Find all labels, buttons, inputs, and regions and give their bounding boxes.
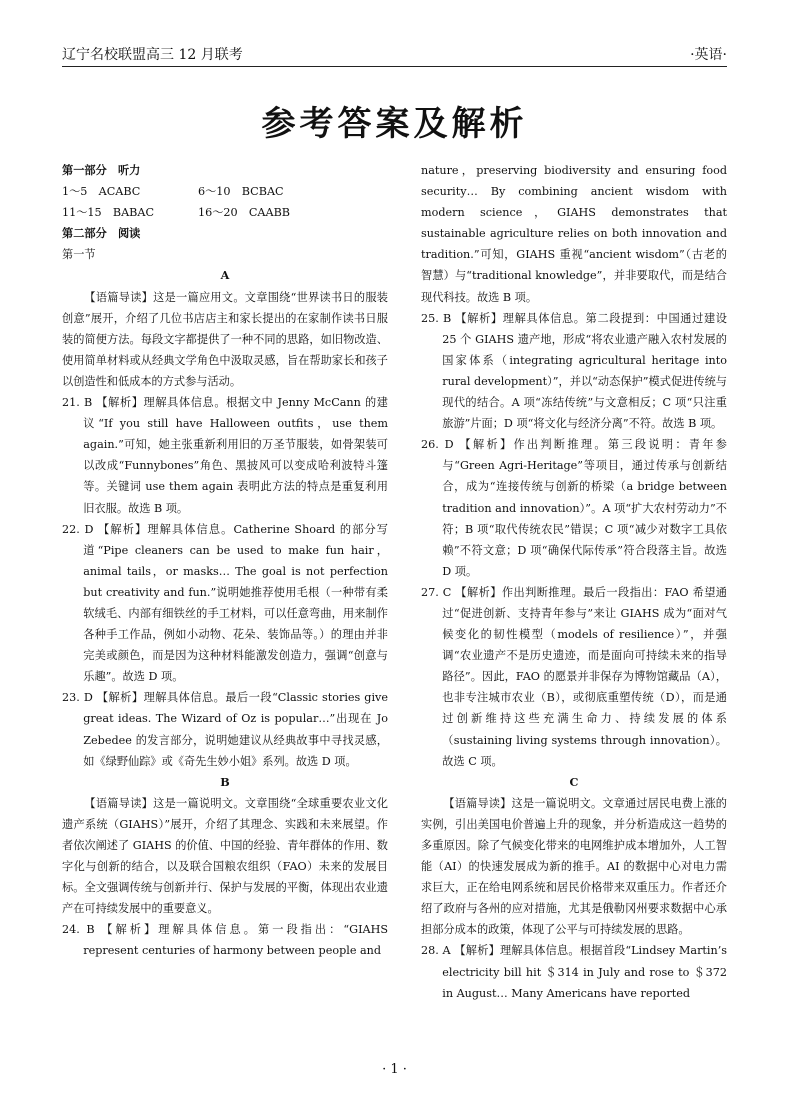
left-column	[62, 160, 388, 962]
question-explanation: 28. A 【解析】理解具体信息。根据首段“Lindsey Martin’s electricity bill hit ＄314 in July and rose to ＄372 in August… Many Americans have reported	[421, 944, 727, 1000]
page-number: · 1 ·	[382, 1062, 407, 1077]
section-heading: 第二部分 阅读	[62, 226, 141, 241]
continued-text: nature，preserving biodiversity and ensuring food security… By combining ancient wisdom with modern science，GIAHS demonstrates that sustainable agriculture relies on both innovation and tradition.”可知，GIAHS 重视“ancient wisdom”（古老的智慧）与“traditional knowledge”，并非要取代，而是结合现代科技。故选 B 项。	[421, 164, 727, 304]
passage-label: B	[220, 774, 230, 789]
subsection-heading: 第一节	[62, 248, 96, 262]
question-explanation: 27. C 【解析】作出判断推理。最后一段指出：FAO 希望通过“促进创新、支持青年参与”来让 GIAHS 成为“面对气候变化的韧性模型（models of resilience）”，并强调“农业遗产不是历史遗迹，而是面向可持续未来的指导路径”。因此，FAO 的愿景并非保存为博物馆藏品（A），也非专注城市农业（B），或彻底重塑传统（D），而是通过创新维持这些充满生命力、持续发展的体系（sustaining living systems through innovation）。故选 C 项。	[421, 585, 727, 768]
passage-guide: 【语篇导读】这是一篇应用文。文章围绕“世界读书日的服装创意”展开，介绍了几位书店店主和家长提出的在家制作读书日服装的简便方法。每段文字都提供了一种不同的思路，如旧物改造、使用简单材料或从经典文学角色中汲取灵感，旨在帮助家长和孩子以创造性和低成本的方式参与活动。	[62, 290, 388, 388]
answer-row	[62, 181, 388, 202]
passage-label: C	[569, 774, 579, 789]
question-explanation: 23. D 【解析】理解具体信息。最后一段“Classic stories give great ideas. The Wizard of Oz is popular…”出现在 Jo Zebedee 的发言部分，说明她建议从经典故事中寻找灵感，如《绿野仙踪》或《奇先生妙小姐》系列。故选 D 项。	[62, 691, 388, 768]
passage-guide: 【语篇导读】这是一篇说明文。文章通过居民电费上涨的实例，引出美国电价普遍上升的现象，并分析造成这一趋势的多重原因。除了气候变化带来的电网维护成本增加外，人工智能（AI）的快速发展成为新的推手。AI 的数据中心对电力需求巨大，正在给电网系统和居民价格带来双重压力。作者还介绍了政府与各州的应对措施，尤其是俄勒冈州要求数据中心承担部分成本的政策，体现了公平与可持续发展的思路。	[421, 796, 727, 937]
page-title: 参考答案及解析	[261, 104, 528, 144]
header-subject: ·英语·	[690, 47, 727, 63]
question-explanation: 26. D 【解析】作出判断推理。第三段说明：青年参与“Green Agri-Heritage”等项目，通过传承与创新结合，成为“连接传统与创新的桥梁（a bridge between tradition and innovation）”。A 项“扩大农村劳动力”不符；B 项“取代传统农民”错误；C 项“减少对数字工具依赖”不符文意；D 项“确保代际传承”符合段落主旨。故选 D 项。	[421, 438, 727, 578]
page-header	[62, 40, 727, 67]
answer-row	[62, 202, 388, 223]
question-explanation: 22. D 【解析】理解具体信息。Catherine Shoard 的部分写道“Pipe cleaners can be used to make fun hair，animal tails，or masks… The goal is not perfection but creativity and fun.”说明她推荐使用毛根（一种带有柔软绒毛、内部有细铁丝的手工材料，可以任意弯曲，用来制作各种手工作品，例如小动物、花朵、装饰品等。）的理由并非完美或颜色，而是因为这种材料能激发创造力，强调“创意与乐趣”。故选 D 项。	[62, 522, 388, 684]
question-explanation: 25. B 【解析】理解具体信息。第二段提到：中国通过建设 25 个 GIAHS 遗产地，形成“将农业遗产融入农村发展的国家体系（integrating agricultural heritage into rural development）”，并以“动态保护”模式促进传统与现代的结合。A 项“冻结传统”与文意相反；C 项“只注重旅游”片面；D 项“将文化与经济分离”不符。故选 B 项。	[421, 311, 727, 431]
section-heading: 第一部分 听力	[62, 163, 141, 177]
answer-group: 6～10 BCBAC	[198, 185, 284, 199]
header-exam-name: 辽宁名校联盟高三 12 月联考	[62, 47, 243, 63]
question-explanation: 24. B 【解析】理解具体信息。第一段指出：“GIAHS represent centuries of harmony between people and	[62, 923, 388, 958]
question-explanation: 21. B 【解析】理解具体信息。根据文中 Jenny McCann 的建议“If you still have Halloween outfits，use them again.”可知，她主张重新利用旧的万圣节服装，如骨架装可以改成“Funnybones”角色、黑披风可以变成哈利波特斗篷等。关键词 use them again 表明此方法的特点是重复利用旧衣服。故选 B 项。	[62, 396, 388, 515]
answer-group: 1～5 ACABC	[62, 185, 141, 199]
right-column	[421, 160, 727, 1004]
passage-guide: 【语篇导读】这是一篇说明文。文章围绕“全球重要农业文化遗产系统（GIAHS）”展开，介绍了其理念、实践和未来展望。作者依次阐述了 GIAHS 的价值、中国的经验、青年群体的作用、数字化与创新的结合，以及联合国粮农组织（FAO）未来的发展目标。全文强调传统与创新并行、保护与发展的平衡，体现出农业遗产在可持续发展中的重要意义。	[62, 796, 388, 916]
answer-group: 11～15 BABAC	[62, 206, 155, 220]
passage-label: A	[220, 268, 230, 283]
answer-group: 16～20 CAABB	[198, 206, 291, 220]
